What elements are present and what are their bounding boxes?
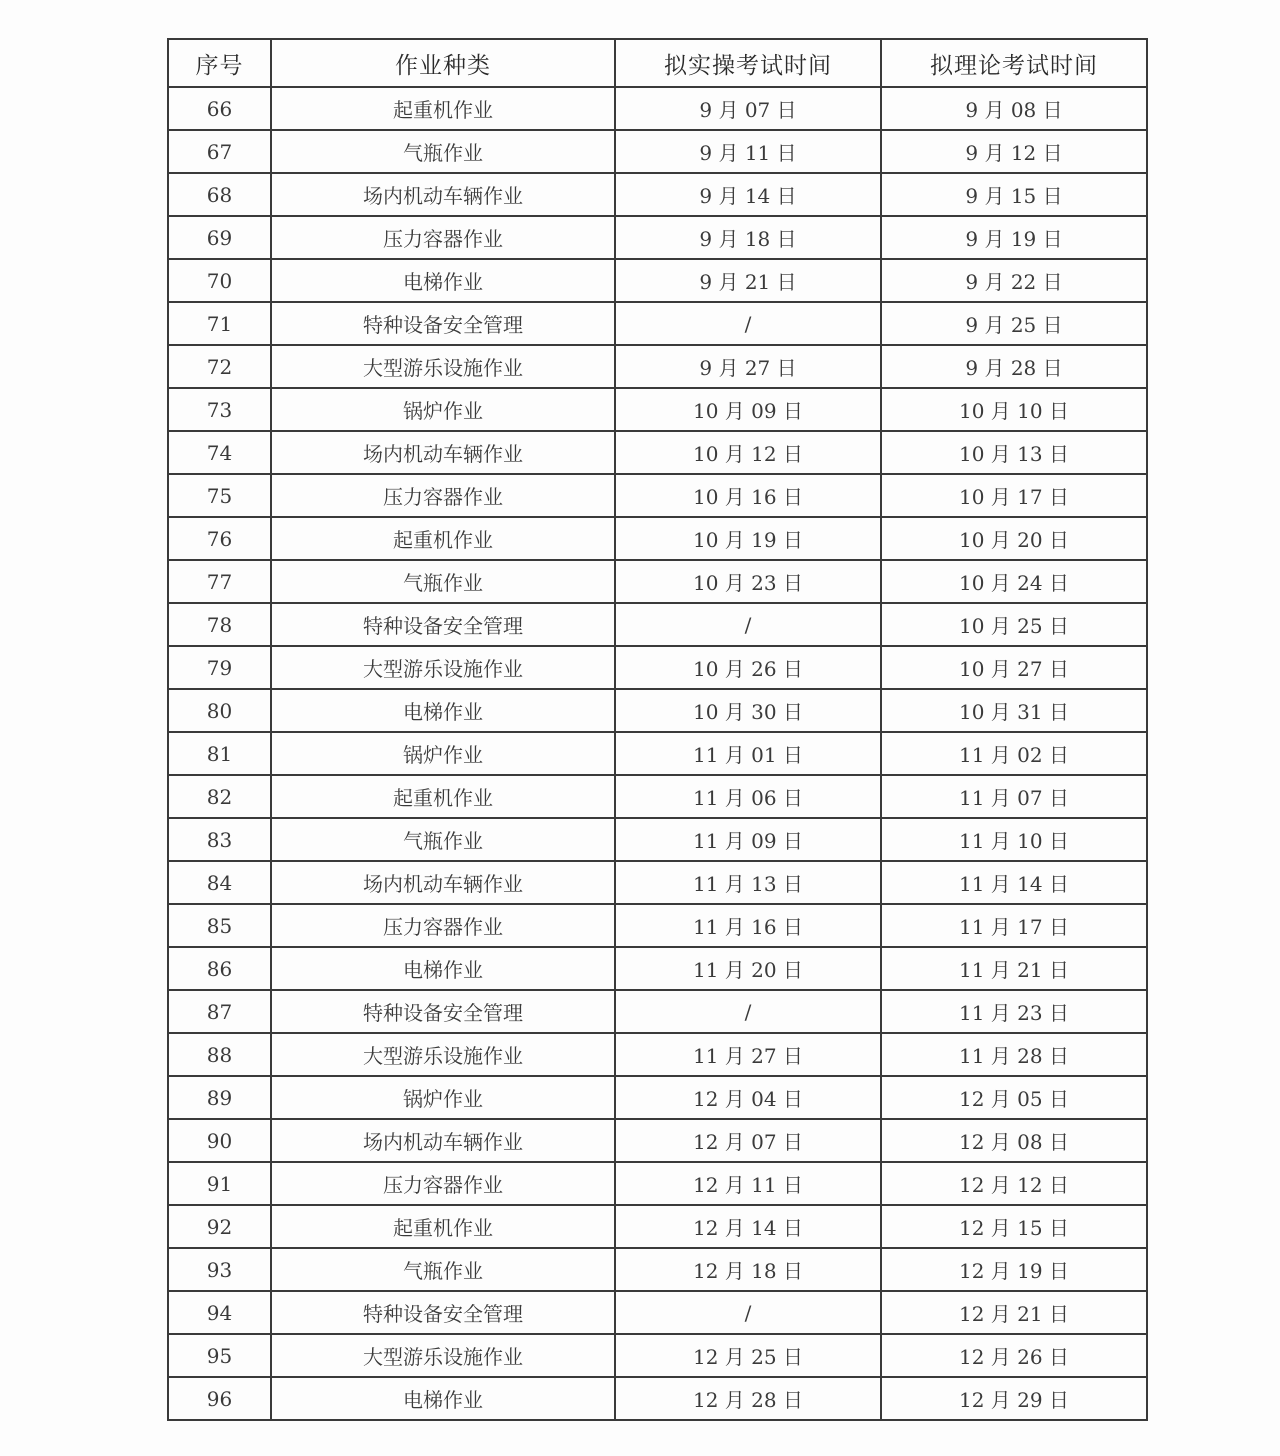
- serial-number-cell: 94: [168, 1291, 271, 1334]
- header-serial-number: 序号: [168, 39, 271, 87]
- theory-exam-date-cell: 11 月 07 日: [881, 775, 1147, 818]
- exam-schedule-table: [167, 38, 1148, 1421]
- table-row: [168, 1033, 1147, 1076]
- theory-exam-date-cell: 9 月 28 日: [881, 345, 1147, 388]
- theory-exam-date-cell: 10 月 24 日: [881, 560, 1147, 603]
- practical-exam-date-cell: 11 月 16 日: [615, 904, 881, 947]
- practical-exam-date-cell: 11 月 06 日: [615, 775, 881, 818]
- theory-exam-date-cell: 12 月 08 日: [881, 1119, 1147, 1162]
- practical-exam-date-cell: 10 月 09 日: [615, 388, 881, 431]
- theory-exam-date-cell: 9 月 15 日: [881, 173, 1147, 216]
- table-row: [168, 130, 1147, 173]
- theory-exam-date-cell: 10 月 13 日: [881, 431, 1147, 474]
- work-type-cell: 场内机动车辆作业: [271, 431, 615, 474]
- serial-number-cell: 70: [168, 259, 271, 302]
- practical-exam-date-cell: /: [615, 990, 881, 1033]
- serial-number-cell: 78: [168, 603, 271, 646]
- work-type-cell: 大型游乐设施作业: [271, 345, 615, 388]
- theory-exam-date-cell: 11 月 17 日: [881, 904, 1147, 947]
- practical-exam-date-cell: 10 月 26 日: [615, 646, 881, 689]
- practical-exam-date-cell: 11 月 09 日: [615, 818, 881, 861]
- work-type-cell: 特种设备安全管理: [271, 302, 615, 345]
- theory-exam-date-cell: 10 月 27 日: [881, 646, 1147, 689]
- table-row: [168, 345, 1147, 388]
- work-type-cell: 起重机作业: [271, 87, 615, 130]
- work-type-cell: 锅炉作业: [271, 1076, 615, 1119]
- table-row: [168, 646, 1147, 689]
- practical-exam-date-cell: 9 月 27 日: [615, 345, 881, 388]
- theory-exam-date-cell: 9 月 08 日: [881, 87, 1147, 130]
- table-row: [168, 517, 1147, 560]
- work-type-cell: 特种设备安全管理: [271, 603, 615, 646]
- serial-number-cell: 85: [168, 904, 271, 947]
- table-row: [168, 1334, 1147, 1377]
- serial-number-cell: 89: [168, 1076, 271, 1119]
- practical-exam-date-cell: 11 月 27 日: [615, 1033, 881, 1076]
- theory-exam-date-cell: 11 月 10 日: [881, 818, 1147, 861]
- serial-number-cell: 84: [168, 861, 271, 904]
- work-type-cell: 大型游乐设施作业: [271, 646, 615, 689]
- serial-number-cell: 93: [168, 1248, 271, 1291]
- practical-exam-date-cell: 10 月 12 日: [615, 431, 881, 474]
- serial-number-cell: 90: [168, 1119, 271, 1162]
- work-type-cell: 起重机作业: [271, 775, 615, 818]
- serial-number-cell: 91: [168, 1162, 271, 1205]
- serial-number-cell: 87: [168, 990, 271, 1033]
- theory-exam-date-cell: 10 月 10 日: [881, 388, 1147, 431]
- work-type-cell: 电梯作业: [271, 1377, 615, 1420]
- table-row: [168, 560, 1147, 603]
- table-row: [168, 1291, 1147, 1334]
- theory-exam-date-cell: 10 月 20 日: [881, 517, 1147, 560]
- practical-exam-date-cell: 10 月 23 日: [615, 560, 881, 603]
- table-row: [168, 388, 1147, 431]
- serial-number-cell: 92: [168, 1205, 271, 1248]
- theory-exam-date-cell: 10 月 31 日: [881, 689, 1147, 732]
- work-type-cell: 特种设备安全管理: [271, 990, 615, 1033]
- serial-number-cell: 88: [168, 1033, 271, 1076]
- work-type-cell: 场内机动车辆作业: [271, 1119, 615, 1162]
- practical-exam-date-cell: 12 月 28 日: [615, 1377, 881, 1420]
- serial-number-cell: 95: [168, 1334, 271, 1377]
- work-type-cell: 特种设备安全管理: [271, 1291, 615, 1334]
- theory-exam-date-cell: 11 月 23 日: [881, 990, 1147, 1033]
- practical-exam-date-cell: 10 月 19 日: [615, 517, 881, 560]
- header-theory-exam-time: 拟理论考试时间: [881, 39, 1147, 87]
- theory-exam-date-cell: 12 月 29 日: [881, 1377, 1147, 1420]
- work-type-cell: 起重机作业: [271, 1205, 615, 1248]
- work-type-cell: 场内机动车辆作业: [271, 861, 615, 904]
- work-type-cell: 电梯作业: [271, 259, 615, 302]
- serial-number-cell: 82: [168, 775, 271, 818]
- table-header: [168, 39, 1147, 87]
- table-row: [168, 775, 1147, 818]
- practical-exam-date-cell: 12 月 18 日: [615, 1248, 881, 1291]
- practical-exam-date-cell: 11 月 20 日: [615, 947, 881, 990]
- serial-number-cell: 72: [168, 345, 271, 388]
- theory-exam-date-cell: 12 月 21 日: [881, 1291, 1147, 1334]
- theory-exam-date-cell: 12 月 19 日: [881, 1248, 1147, 1291]
- header-work-type: 作业种类: [271, 39, 615, 87]
- work-type-cell: 压力容器作业: [271, 1162, 615, 1205]
- theory-exam-date-cell: 11 月 28 日: [881, 1033, 1147, 1076]
- practical-exam-date-cell: 9 月 07 日: [615, 87, 881, 130]
- serial-number-cell: 79: [168, 646, 271, 689]
- work-type-cell: 压力容器作业: [271, 216, 615, 259]
- table-row: [168, 861, 1147, 904]
- serial-number-cell: 68: [168, 173, 271, 216]
- practical-exam-date-cell: /: [615, 1291, 881, 1334]
- serial-number-cell: 67: [168, 130, 271, 173]
- table-row: [168, 1205, 1147, 1248]
- serial-number-cell: 73: [168, 388, 271, 431]
- table-row: [168, 1119, 1147, 1162]
- serial-number-cell: 81: [168, 732, 271, 775]
- theory-exam-date-cell: 12 月 15 日: [881, 1205, 1147, 1248]
- theory-exam-date-cell: 9 月 25 日: [881, 302, 1147, 345]
- theory-exam-date-cell: 12 月 26 日: [881, 1334, 1147, 1377]
- theory-exam-date-cell: 9 月 12 日: [881, 130, 1147, 173]
- work-type-cell: 大型游乐设施作业: [271, 1334, 615, 1377]
- practical-exam-date-cell: /: [615, 302, 881, 345]
- work-type-cell: 压力容器作业: [271, 474, 615, 517]
- theory-exam-date-cell: 10 月 25 日: [881, 603, 1147, 646]
- table-row: [168, 431, 1147, 474]
- table-row: [168, 1076, 1147, 1119]
- table-row: [168, 1377, 1147, 1420]
- work-type-cell: 锅炉作业: [271, 388, 615, 431]
- serial-number-cell: 74: [168, 431, 271, 474]
- theory-exam-date-cell: 11 月 02 日: [881, 732, 1147, 775]
- work-type-cell: 气瓶作业: [271, 560, 615, 603]
- practical-exam-date-cell: 9 月 14 日: [615, 173, 881, 216]
- practical-exam-date-cell: 11 月 13 日: [615, 861, 881, 904]
- serial-number-cell: 80: [168, 689, 271, 732]
- serial-number-cell: 76: [168, 517, 271, 560]
- theory-exam-date-cell: 11 月 21 日: [881, 947, 1147, 990]
- work-type-cell: 气瓶作业: [271, 1248, 615, 1291]
- serial-number-cell: 69: [168, 216, 271, 259]
- work-type-cell: 气瓶作业: [271, 130, 615, 173]
- practical-exam-date-cell: 12 月 11 日: [615, 1162, 881, 1205]
- practical-exam-date-cell: 12 月 04 日: [615, 1076, 881, 1119]
- work-type-cell: 气瓶作业: [271, 818, 615, 861]
- practical-exam-date-cell: 11 月 01 日: [615, 732, 881, 775]
- table-row: [168, 947, 1147, 990]
- practical-exam-date-cell: 12 月 14 日: [615, 1205, 881, 1248]
- table-row: [168, 87, 1147, 130]
- theory-exam-date-cell: 12 月 12 日: [881, 1162, 1147, 1205]
- table-row: [168, 904, 1147, 947]
- theory-exam-date-cell: 12 月 05 日: [881, 1076, 1147, 1119]
- header-practical-exam-time: 拟实操考试时间: [615, 39, 881, 87]
- table-row: [168, 1248, 1147, 1291]
- work-type-cell: 压力容器作业: [271, 904, 615, 947]
- practical-exam-date-cell: /: [615, 603, 881, 646]
- theory-exam-date-cell: 11 月 14 日: [881, 861, 1147, 904]
- serial-number-cell: 83: [168, 818, 271, 861]
- table-row: [168, 173, 1147, 216]
- practical-exam-date-cell: 9 月 21 日: [615, 259, 881, 302]
- table-row: [168, 302, 1147, 345]
- table-row: [168, 474, 1147, 517]
- serial-number-cell: 77: [168, 560, 271, 603]
- work-type-cell: 电梯作业: [271, 947, 615, 990]
- work-type-cell: 大型游乐设施作业: [271, 1033, 615, 1076]
- table-row: [168, 732, 1147, 775]
- table-row: [168, 216, 1147, 259]
- serial-number-cell: 71: [168, 302, 271, 345]
- serial-number-cell: 66: [168, 87, 271, 130]
- work-type-cell: 锅炉作业: [271, 732, 615, 775]
- practical-exam-date-cell: 9 月 11 日: [615, 130, 881, 173]
- table-row: [168, 1162, 1147, 1205]
- practical-exam-date-cell: 12 月 07 日: [615, 1119, 881, 1162]
- serial-number-cell: 75: [168, 474, 271, 517]
- work-type-cell: 场内机动车辆作业: [271, 173, 615, 216]
- table-row: [168, 603, 1147, 646]
- theory-exam-date-cell: 9 月 22 日: [881, 259, 1147, 302]
- table-row: [168, 818, 1147, 861]
- table-row: [168, 990, 1147, 1033]
- table-body: [168, 87, 1147, 1420]
- serial-number-cell: 86: [168, 947, 271, 990]
- work-type-cell: 电梯作业: [271, 689, 615, 732]
- table-row: [168, 689, 1147, 732]
- practical-exam-date-cell: 9 月 18 日: [615, 216, 881, 259]
- work-type-cell: 起重机作业: [271, 517, 615, 560]
- practical-exam-date-cell: 12 月 25 日: [615, 1334, 881, 1377]
- theory-exam-date-cell: 9 月 19 日: [881, 216, 1147, 259]
- theory-exam-date-cell: 10 月 17 日: [881, 474, 1147, 517]
- practical-exam-date-cell: 10 月 30 日: [615, 689, 881, 732]
- serial-number-cell: 96: [168, 1377, 271, 1420]
- table-row: [168, 259, 1147, 302]
- practical-exam-date-cell: 10 月 16 日: [615, 474, 881, 517]
- header-row: [168, 39, 1147, 87]
